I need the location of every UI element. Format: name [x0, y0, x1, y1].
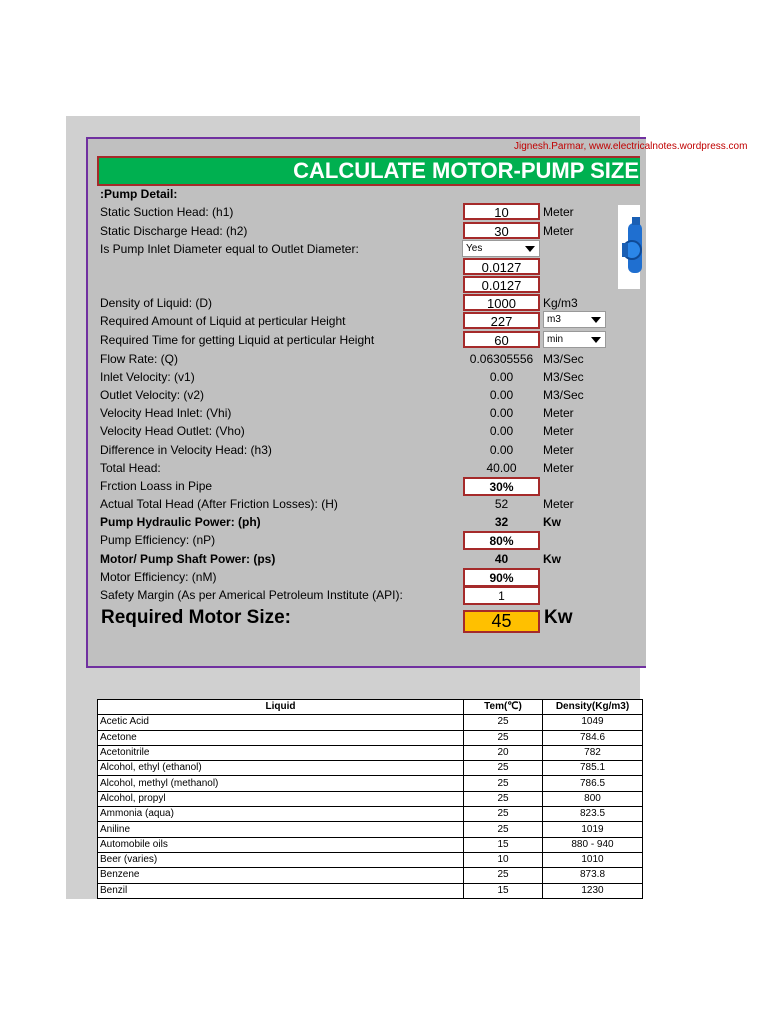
table-row	[98, 745, 643, 760]
label-hydraulic-power: Pump Hydraulic Power: (ph)	[100, 515, 261, 529]
table-row	[98, 776, 643, 791]
table-row	[98, 761, 643, 776]
cell-temp: 25	[464, 868, 543, 883]
cell-temp: 10	[464, 852, 543, 867]
unit-hydraulic-power: Kw	[543, 515, 561, 529]
label-inlet-velocity: Inlet Velocity: (v1)	[100, 370, 195, 384]
column-header: Tem(℃)	[464, 700, 543, 715]
input-static-suction-head[interactable]: 10	[463, 203, 540, 220]
cell-temp: 15	[464, 837, 543, 852]
select-amount-unit[interactable]	[543, 311, 606, 328]
liquid-density-table	[97, 699, 643, 899]
table-row	[98, 715, 643, 730]
value-velocity-head-inlet: 0.00	[489, 406, 514, 420]
label-static-discharge-head: Static Discharge Head: (h2)	[100, 224, 248, 238]
cell-liquid: Alcohol, ethyl (ethanol)	[98, 761, 464, 776]
value-flow-rate: 0.06305556	[469, 352, 534, 366]
unit-velocity-head-diff: Meter	[543, 443, 574, 457]
unit-density: Kg/m3	[543, 296, 578, 310]
cell-liquid: Automobile oils	[98, 837, 464, 852]
pump-icon	[618, 205, 640, 289]
unit-shaft-power: Kw	[543, 552, 561, 566]
page-title	[97, 156, 640, 186]
input-required-time[interactable]: 60	[463, 331, 540, 348]
select-time-unit[interactable]	[543, 331, 606, 348]
unit-outlet-velocity: M3/Sec	[543, 388, 584, 402]
table-row	[98, 730, 643, 745]
cell-liquid: Acetonitrile	[98, 745, 464, 760]
column-header: Density(Kg/m3)	[543, 700, 643, 715]
value-outlet-velocity: 0.00	[489, 388, 514, 402]
cell-liquid: Benzil	[98, 883, 464, 898]
input-required-amount[interactable]: 227	[463, 312, 540, 329]
label-diameter-equal: Is Pump Inlet Diameter equal to Outlet Diameter:	[100, 242, 359, 256]
cell-temp: 25	[464, 715, 543, 730]
select-diameter-equal-value: Yes	[466, 243, 483, 254]
cell-liquid: Alcohol, propyl	[98, 791, 464, 806]
author-credit: Jignesh.Parmar, www.electricalnotes.wordpress.com	[514, 141, 748, 152]
cell-temp: 25	[464, 761, 543, 776]
cell-temp: 15	[464, 883, 543, 898]
cell-density: 1049	[543, 715, 643, 730]
cell-density: 823.5	[543, 807, 643, 822]
cell-density: 785.1	[543, 761, 643, 776]
cell-liquid: Beer (varies)	[98, 852, 464, 867]
cell-temp: 25	[464, 822, 543, 837]
unit-inlet-velocity: M3/Sec	[543, 370, 584, 384]
value-hydraulic-power: 32	[494, 515, 509, 529]
label-outlet-velocity: Outlet Velocity: (v2)	[100, 388, 205, 402]
input-outlet-diameter[interactable]: 0.0127	[463, 276, 540, 293]
section-header: :Pump Detail:	[100, 187, 178, 201]
input-safety-margin[interactable]: 1	[463, 586, 540, 605]
cell-density: 800	[543, 791, 643, 806]
input-pump-efficiency[interactable]: 80%	[463, 531, 540, 550]
unit-static-suction-head: Meter	[543, 205, 574, 219]
input-friction-loss[interactable]: 30%	[463, 477, 540, 496]
table-row	[98, 868, 643, 883]
chevron-down-icon	[525, 246, 535, 252]
column-header: Liquid	[98, 700, 464, 715]
table-row	[98, 822, 643, 837]
table-row	[98, 837, 643, 852]
label-density: Density of Liquid: (D)	[100, 296, 213, 310]
table-row	[98, 807, 643, 822]
value-shaft-power: 40	[494, 552, 509, 566]
unit-velocity-head-outlet: Meter	[543, 424, 574, 438]
value-velocity-head-diff: 0.00	[489, 443, 514, 457]
cell-liquid: Aniline	[98, 822, 464, 837]
cell-temp: 25	[464, 807, 543, 822]
chevron-down-icon	[591, 337, 601, 343]
cell-liquid: Acetic Acid	[98, 715, 464, 730]
cell-density: 784.6	[543, 730, 643, 745]
cell-liquid: Acetone	[98, 730, 464, 745]
unit-velocity-head-inlet: Meter	[543, 406, 574, 420]
cell-temp: 25	[464, 776, 543, 791]
result-label: Required Motor Size:	[101, 607, 292, 628]
cell-liquid: Benzene	[98, 868, 464, 883]
label-actual-total-head: Actual Total Head (After Friction Losses): (H)	[100, 497, 338, 511]
value-total-head: 40.00	[486, 461, 517, 475]
label-safety-margin: Safety Margin (As per Americal Petroleum Institute (API):	[100, 588, 403, 602]
table-header-row	[98, 700, 643, 715]
unit-total-head: Meter	[543, 461, 574, 475]
select-time-unit-value: min	[547, 334, 564, 345]
label-motor-efficiency: Motor Efficiency: (nM)	[100, 570, 217, 584]
result-unit: Kw	[544, 607, 573, 628]
label-flow-rate: Flow Rate: (Q)	[100, 352, 179, 366]
label-static-suction-head: Static Suction Head: (h1)	[100, 205, 234, 219]
value-velocity-head-outlet: 0.00	[489, 424, 514, 438]
unit-actual-total-head: Meter	[543, 497, 574, 511]
cell-density: 880 - 940	[543, 837, 643, 852]
cell-liquid: Alcohol, methyl (methanol)	[98, 776, 464, 791]
select-diameter-equal[interactable]	[462, 240, 540, 257]
unit-static-discharge-head: Meter	[543, 224, 574, 238]
cell-temp: 20	[464, 745, 543, 760]
label-friction-loss: Frction Loass in Pipe	[100, 479, 213, 493]
input-density[interactable]: 1000	[463, 294, 540, 311]
table-row	[98, 883, 643, 898]
label-velocity-head-diff: Difference in Velocity Head: (h3)	[100, 443, 272, 457]
table-row	[98, 791, 643, 806]
cell-density: 786.5	[543, 776, 643, 791]
label-total-head: Total Head:	[100, 461, 161, 475]
result-value: 45	[463, 610, 540, 633]
cell-density: 1230	[543, 883, 643, 898]
label-required-amount: Required Amount of Liquid at perticular Height	[100, 314, 346, 328]
value-inlet-velocity: 0.00	[489, 370, 514, 384]
cell-temp: 25	[464, 730, 543, 745]
chevron-down-icon	[591, 317, 601, 323]
cell-density: 782	[543, 745, 643, 760]
table-row	[98, 852, 643, 867]
pump-image	[618, 205, 640, 289]
value-actual-total-head: 52	[494, 497, 509, 511]
input-motor-efficiency[interactable]: 90%	[463, 568, 540, 587]
label-shaft-power: Motor/ Pump Shaft Power: (ps)	[100, 552, 276, 566]
label-velocity-head-inlet: Velocity Head Inlet: (Vhi)	[100, 406, 232, 420]
label-pump-efficiency: Pump Efficiency: (nP)	[100, 533, 216, 547]
cell-density: 873.8	[543, 868, 643, 883]
cell-liquid: Ammonia (aqua)	[98, 807, 464, 822]
cell-temp: 25	[464, 791, 543, 806]
cell-density: 1010	[543, 852, 643, 867]
title-text: CALCULATE MOTOR-PUMP SIZE	[293, 158, 639, 183]
unit-flow-rate: M3/Sec	[543, 352, 584, 366]
label-required-time: Required Time for getting Liquid at perticular Height	[100, 333, 375, 347]
cell-density: 1019	[543, 822, 643, 837]
label-velocity-head-outlet: Velocity Head Outlet: (Vho)	[100, 424, 245, 438]
input-inlet-diameter[interactable]: 0.0127	[463, 258, 540, 275]
input-static-discharge-head[interactable]: 30	[463, 222, 540, 239]
select-amount-unit-value: m3	[547, 314, 561, 325]
